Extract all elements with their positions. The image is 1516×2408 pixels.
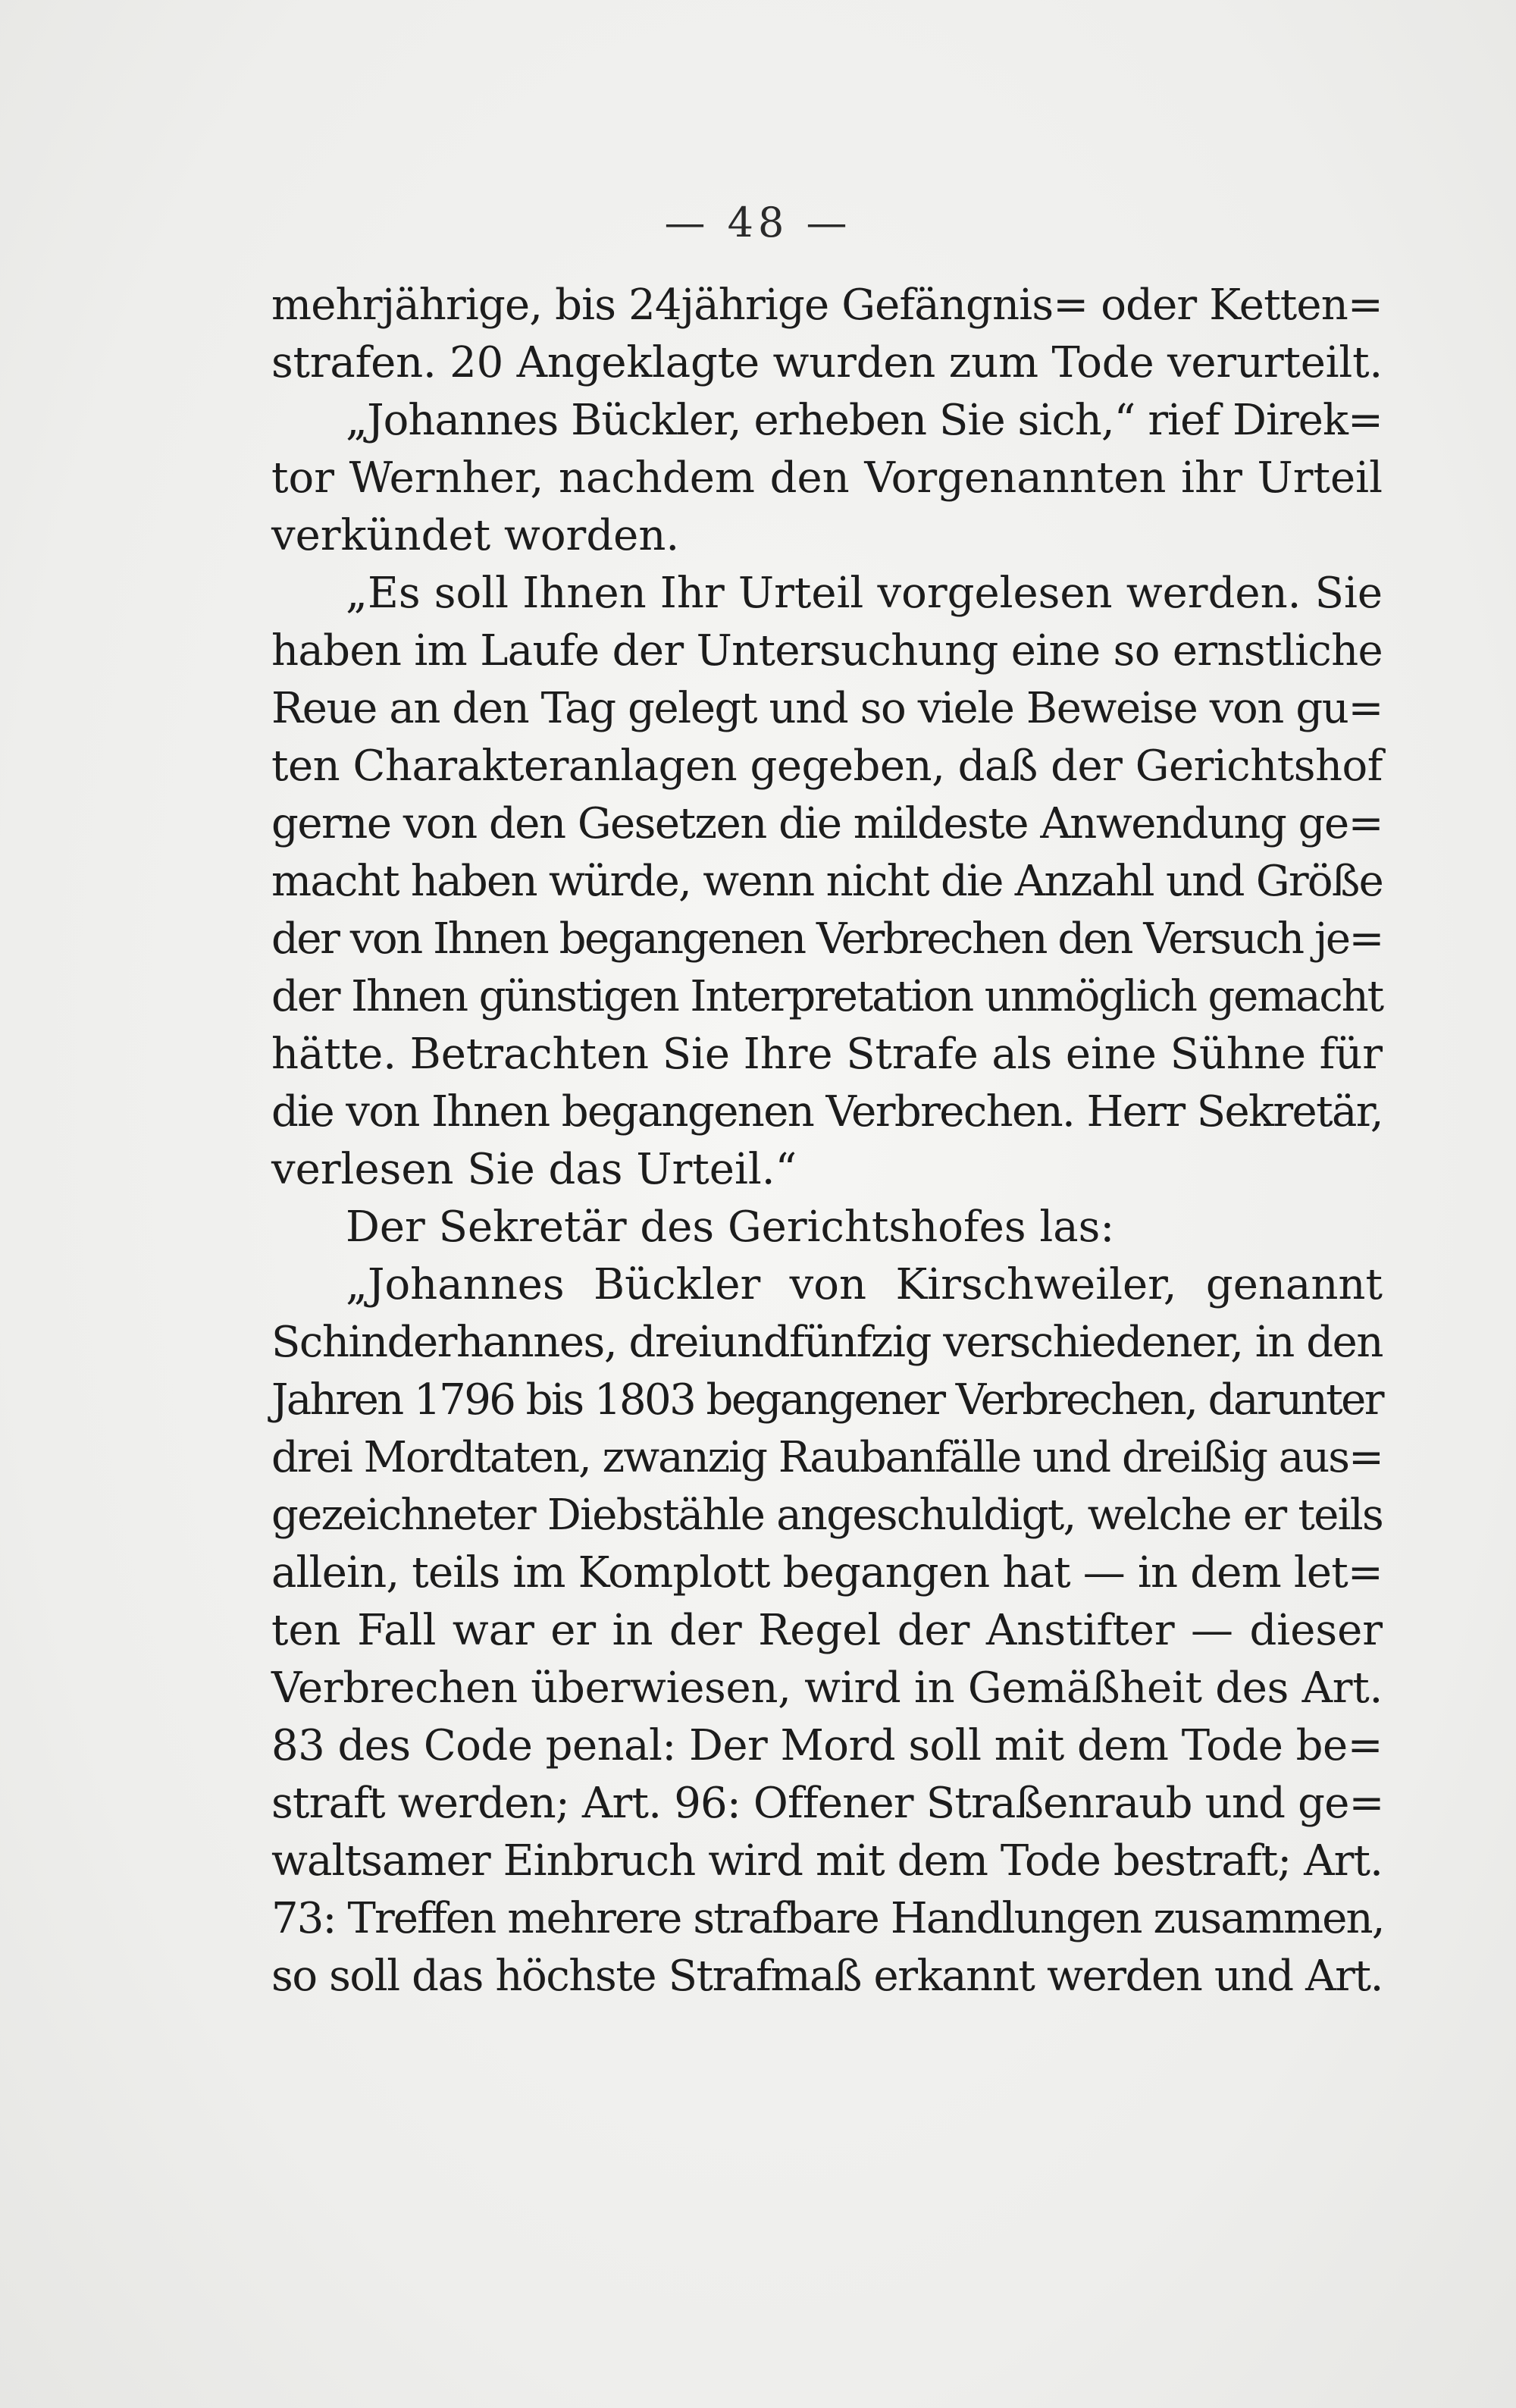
text-line: „Es soll Ihnen Ihr Urteil vorgelesen werden. Sie — [346, 569, 1383, 618]
text-line: „Johannes Bückler von Kirschweiler, genannt — [346, 1260, 1383, 1309]
text-line: macht haben würde, wenn nicht die Anzahl und Größe — [271, 857, 1383, 906]
text-line: strafen. 20 Angeklagte wurden zum Tode verurteilt. — [271, 338, 1383, 387]
text-line: mehrjährige, bis 24jährige Gefängnis= oder Ketten= — [271, 281, 1383, 330]
text-line: Jahren 1796 bis 1803 begangener Verbrechen, darunter — [271, 1375, 1383, 1425]
text-line: allein, teils im Komplott begangen hat — in dem let= — [271, 1548, 1383, 1597]
text-line: so soll das höchste Strafmaß erkannt werden und Art. — [271, 1952, 1383, 2001]
text-line: gerne von den Gesetzen die mildeste Anwendung ge= — [271, 799, 1383, 848]
text-line: die von Ihnen begangenen Verbrechen. Herr Sekretär, — [271, 1087, 1383, 1137]
text-line: 83 des Code penal: Der Mord soll mit dem Tode be= — [271, 1721, 1383, 1770]
text-line: verlesen Sie das Urteil.“ — [271, 1145, 797, 1194]
text-line: 73: Treffen mehrere strafbare Handlungen zusammen, — [271, 1894, 1384, 1943]
text-line: Verbrechen überwiesen, wird in Gemäßheit des Art. — [271, 1663, 1383, 1713]
text-line: tor Wernher, nachdem den Vorgenannten ihr Urteil — [271, 453, 1383, 503]
text-line: der von Ihnen begangenen Verbrechen den Versuch je= — [271, 914, 1383, 964]
text-line: waltsamer Einbruch wird mit dem Tode bestraft; Art. — [271, 1836, 1383, 1886]
text-line: haben im Laufe der Untersuchung eine so ernstliche — [271, 626, 1383, 676]
text-line: straft werden; Art. 96: Offener Straßenraub und ge= — [271, 1779, 1384, 1828]
text-line: der Ihnen günstigen Interpretation unmöglich gemacht — [271, 972, 1383, 1021]
text-line: gezeichneter Diebstähle angeschuldigt, welche er teils — [271, 1491, 1383, 1540]
text-line: „Johannes Bückler, erheben Sie sich,“ rief Direk= — [346, 396, 1383, 445]
text-line: Der Sekretär des Gerichtshofes las: — [346, 1202, 1115, 1252]
text-line: Schinderhannes, dreiundfünfzig verschiedener, in den — [271, 1318, 1383, 1367]
body-text — [271, 277, 1383, 2005]
page-number: — 48 — — [664, 199, 852, 246]
text-line: ten Charakteranlagen gegeben, daß der Gerichtshof — [271, 742, 1383, 791]
text-line: ten Fall war er in der Regel der Anstifter — dieser — [271, 1606, 1383, 1655]
text-line: Reue an den Tag gelegt und so viele Beweise von gu= — [271, 684, 1383, 733]
text-line: verkündet worden. — [271, 511, 680, 560]
text-line: hätte. Betrachten Sie Ihre Strafe als eine Sühne für — [271, 1030, 1383, 1079]
text-line: drei Mordtaten, zwanzig Raubanfälle und dreißig aus= — [271, 1433, 1383, 1482]
